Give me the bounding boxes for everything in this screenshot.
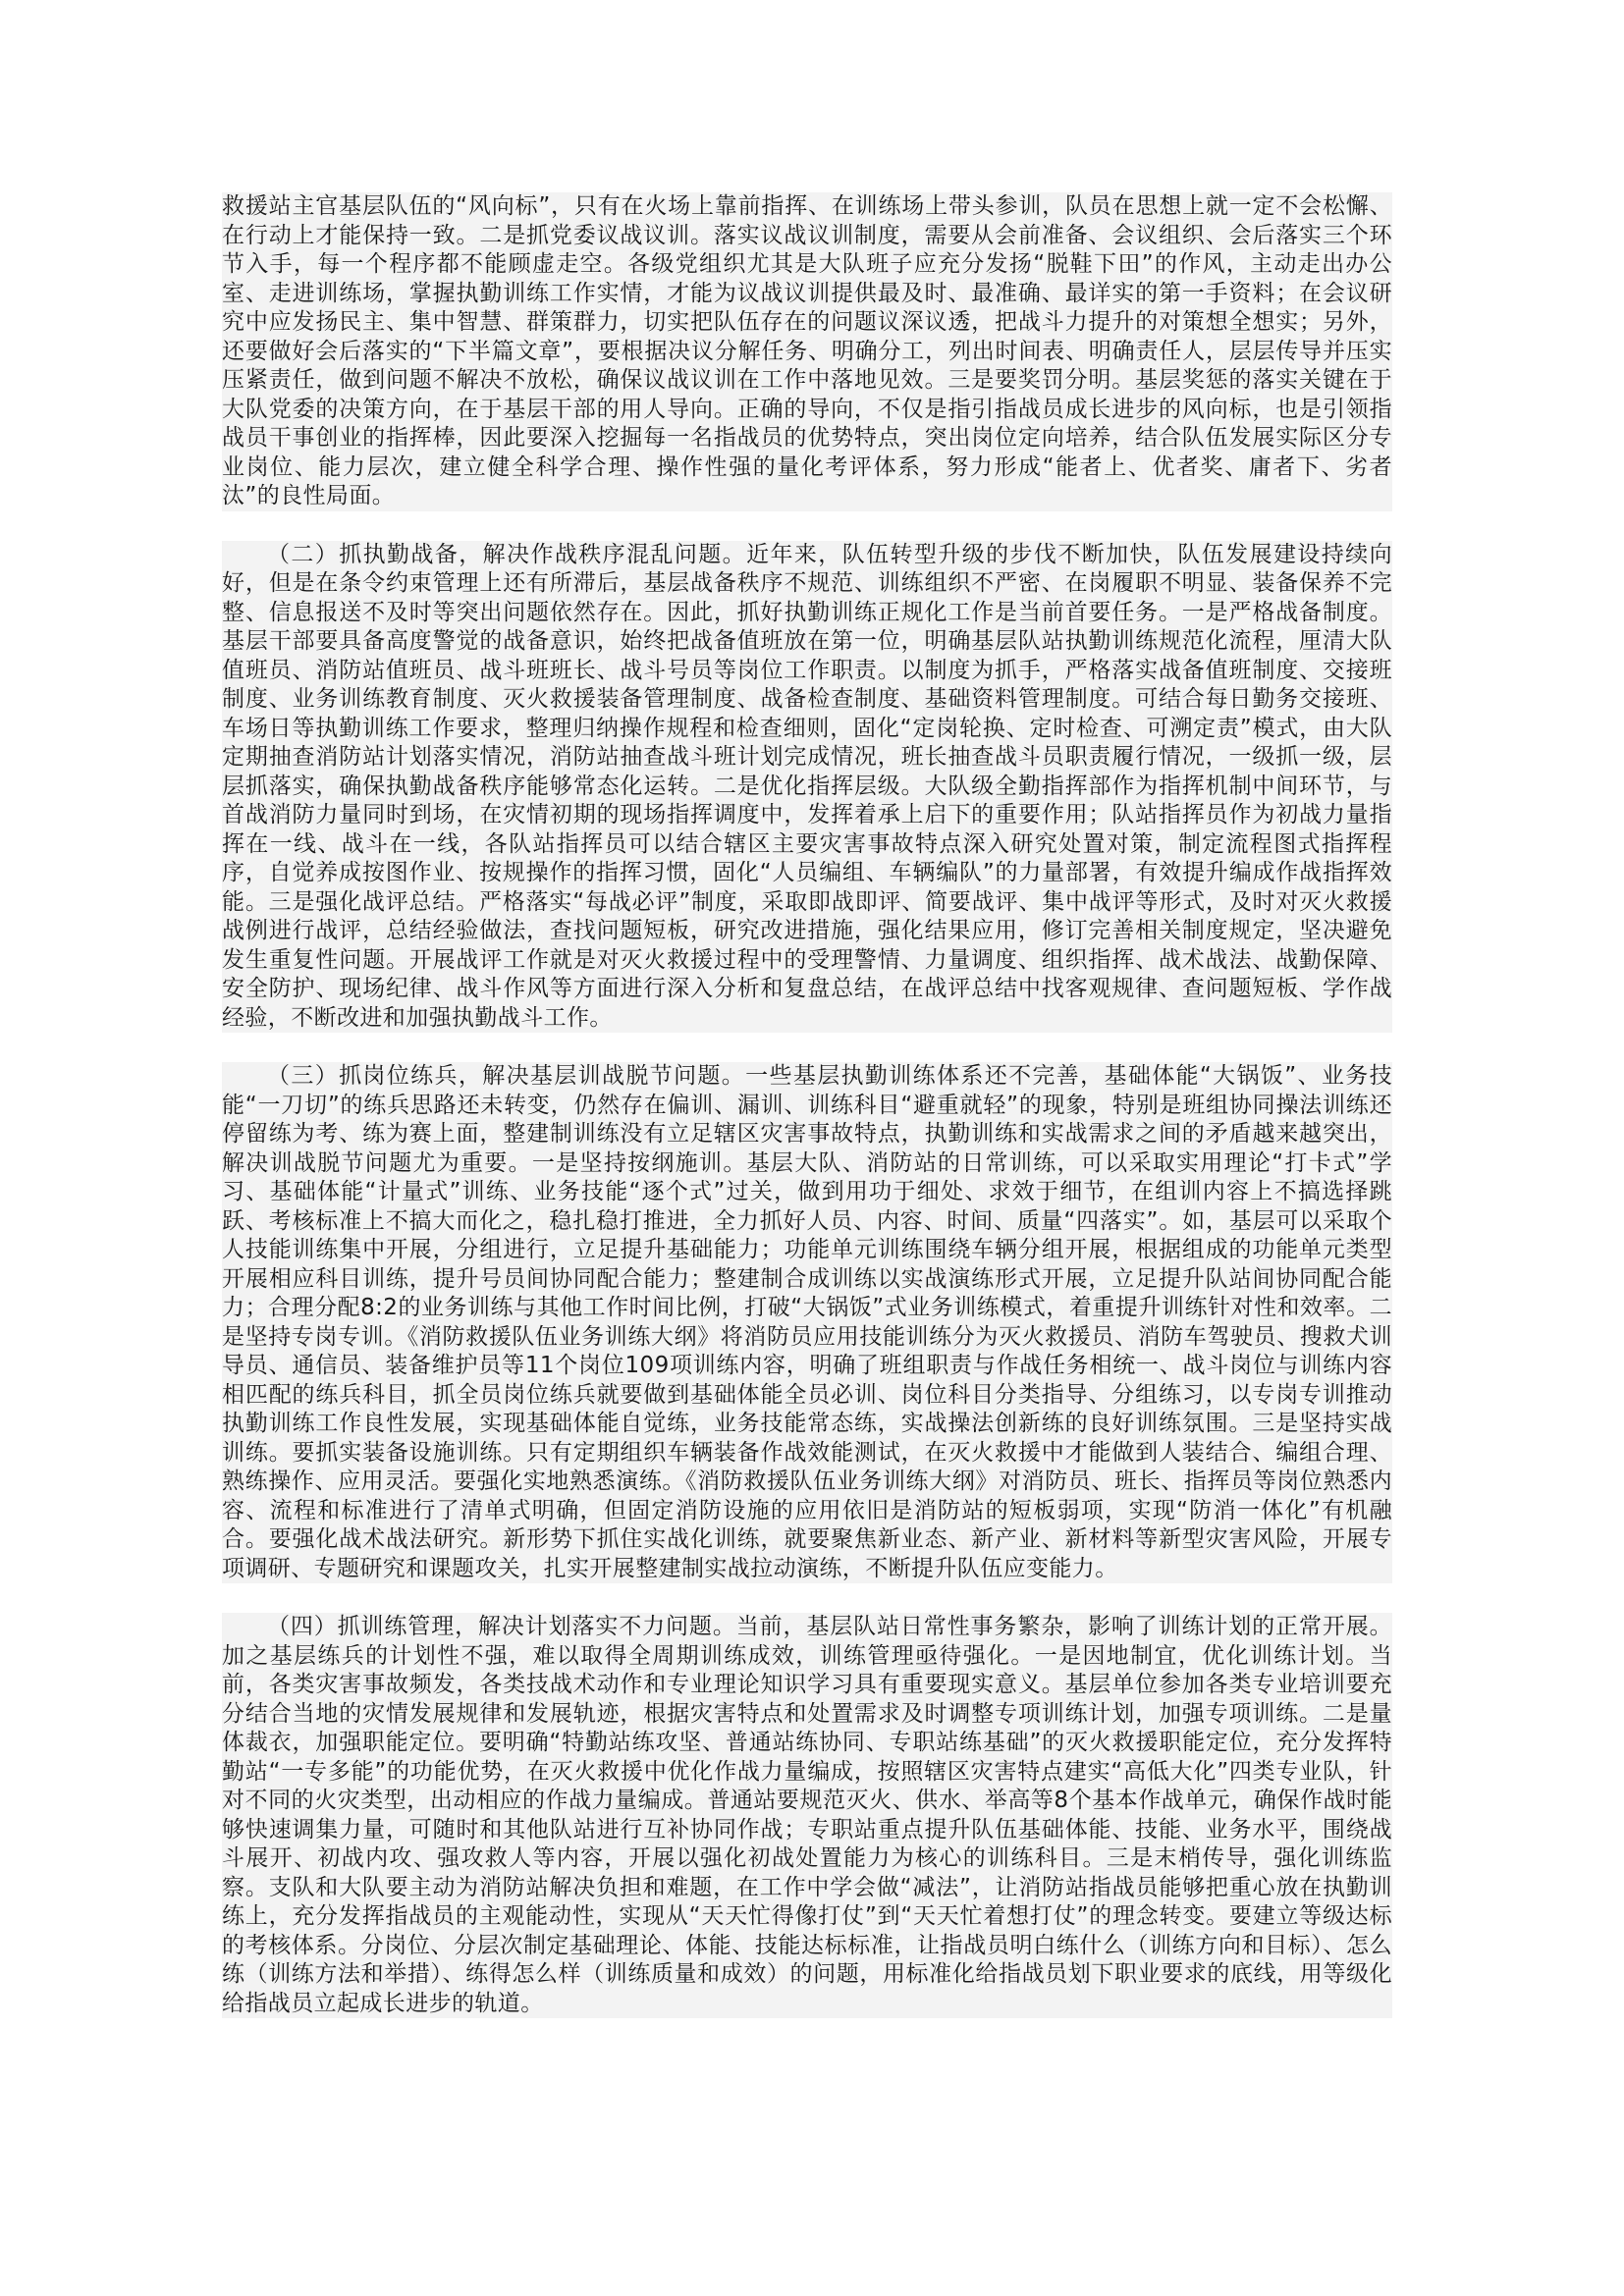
paragraph-spacer xyxy=(222,1033,1392,1062)
document-body xyxy=(222,192,1392,2018)
paragraph-4-training-management: （四）抓训练管理，解决计划落实不力问题。当前，基层队站日常性事务繁杂，影响了训练计划的正常开展。加之基层练兵的计划性不强，难以取得全周期训练成效，训练管理亟待强化。一是因地制宜，优化训练计划。当前，各类灾害事故频发，各类技战术动作和专业理论知识学习具有重要现实意义。基层单位参加各类专业培训要充分结合当地的灾情发展规律和发展轨迹，根据灾害特点和处置需求及时调整专项训练计划，加强专项训练。二是量体裁衣，加强职能定位。要明确“特勤站练攻坚、普通站练协同、专职站练基础”的灭火救援职能定位，充分发挥特勤站“一专多能”的功能优势，在灭火救援中优化作战力量编成，按照辖区灾害特点建实“高低大化”四类专业队，针对不同的火灾类型，出动相应的作战力量编成。普通站要规范灭火、供水、举高等8个基本作战单元，确保作战时能够快速调集力量，可随时和其他队站进行互补协同作战；专职站重点提升队伍基础体能、技能、业务水平，围绕战斗展开、初战内攻、强攻救人等内容，开展以强化初战处置能力为核心的训练科目。三是末梢传导，强化训练监察。支队和大队要主动为消防站解决负担和难题，在工作中学会做“减法”，让消防站指战员能够把重心放在执勤训练上，充分发挥指战员的主观能动性，实现从“天天忙得像打仗”到“天天忙着想打仗”的理念转变。要建立等级达标的考核体系。分岗位、分层次制定基础理论、体能、技能达标标准，让指战员明白练什么（训练方向和目标）、怎么练（训练方法和举措）、练得怎么样（训练质量和成效）的问题，用标准化给指战员划下职业要求的底线，用等级化给指战员立起成长进步的轨道。 xyxy=(222,1614,1392,2016)
paragraph-spacer xyxy=(222,511,1392,541)
paragraph-spacer xyxy=(222,1583,1392,1613)
paragraph-2-combat-readiness: （二）抓执勤战备，解决作战秩序混乱问题。近年来，队伍转型升级的步伐不断加快，队伍发展建设持续向好，但是在条令约束管理上还有所滞后，基层战备秩序不规范、训练组织不严密、在岗履职不明显、装备保养不完整、信息报送不及时等突出问题依然存在。因此，抓好执勤训练正规化工作是当前首要任务。一是严格战备制度。基层干部要具备高度警觉的战备意识，始终把战备值班放在第一位，明确基层队站执勤训练规范化流程，厘清大队值班员、消防站值班员、战斗班班长、战斗号员等岗位工作职责。以制度为抓手，严格落实战备值班制度、交接班制度、业务训练教育制度、灭火救援装备管理制度、战备检查制度、基础资料管理制度。可结合每日勤务交接班、车场日等执勤训练工作要求，整理归纳操作规程和检查细则，固化“定岗轮换、定时检查、可溯定责”模式，由大队定期抽查消防站计划落实情况，消防站抽查战斗班计划完成情况，班长抽查战斗员职责履行情况，一级抓一级，层层抓落实，确保执勤战备秩序能够常态化运转。二是优化指挥层级。大队级全勤指挥部作为指挥机制中间环节，与首战消防力量同时到场，在灾情初期的现场指挥调度中，发挥着承上启下的重要作用；队站指挥员作为初战力量指挥在一线、战斗在一线，各队站指挥员可以结合辖区主要灾害事故特点深入研究处置对策，制定流程图式指挥程序，自觉养成按图作业、按规操作的指挥习惯，固化“人员编组、车辆编队”的力量部署，有效提升编成作战指挥效能。三是强化战评总结。严格落实“每战必评”制度，采取即战即评、简要战评、集中战评等形式，及时对灭火救援战例进行战评，总结经验做法，查找问题短板，研究改进措施，强化结果应用，修订完善相关制度规定，坚决避免发生重复性问题。开展战评工作就是对灭火救援过程中的受理警情、力量调度、组织指挥、战术战法、战勤保障、安全防护、现场纪律、战斗作风等方面进行深入分析和复盘总结，在战评总结中找客观规律、查问题短板、学作战经验，不断改进和加强执勤战斗工作。 xyxy=(222,541,1392,1031)
paragraph-1: 救援站主官基层队伍的“风向标”，只有在火场上靠前指挥、在训练场上带头参训，队员在思想上就一定不会松懈、在行动上才能保持一致。二是抓党委议战议训。落实议战议训制度，需要从会前准备、会议组织、会后落实三个环节入手，每一个程序都不能顾虚走空。各级党组织尤其是大队班子应充分发扬“脱鞋下田”的作风，主动走出办公室、走进训练场，掌握执勤训练工作实情，才能为议战议训提供最及时、最准确、最详实的第一手资料；在会议研究中应发扬民主、集中智慧、群策群力，切实把队伍存在的问题议深议透，把战斗力提升的对策想全想实；另外，还要做好会后落实的“下半篇文章”，要根据决议分解任务、明确分工，列出时间表、明确责任人，层层传导并压实压紧责任，做到问题不解决不放松，确保议战议训在工作中落地见效。三是要奖罚分明。基层奖惩的落实关键在于大队党委的决策方向，在于基层干部的用人导向。正确的导向，不仅是指引指战员成长进步的风向标，也是引领指战员干事创业的指挥棒，因此要深入挖掘每一名指战员的优势特点，突出岗位定向培养，结合队伍发展实际区分专业岗位、能力层次，建立健全科学合理、操作性强的量化考评体系，努力形成“能者上、优者奖、庸者下、劣者汰”的良性局面。 xyxy=(222,193,1392,508)
paragraph-3-post-training: （三）抓岗位练兵，解决基层训战脱节问题。一些基层执勤训练体系还不完善，基础体能“大锅饭”、业务技能“一刀切”的练兵思路还未转变，仍然存在偏训、漏训、训练科目“避重就轻”的现象，特别是班组协同操法训练还停留练为考、练为赛上面，整建制训练没有立足辖区灾害事故特点，执勤训练和实战需求之间的矛盾越来越突出，解决训战脱节问题尤为重要。一是坚持按纲施训。基层大队、消防站的日常训练，可以采取实用理论“打卡式”学习、基础体能“计量式”训练、业务技能“逐个式”过关，做到用功于细处、求效于细节，在组训内容上不搞选择跳跃、考核标准上不搞大而化之，稳扎稳打推进，全力抓好人员、内容、时间、质量“四落实”。如，基层可以采取个人技能训练集中开展，分组进行，立足提升基础能力；功能单元训练围绕车辆分组开展，根据组成的功能单元类型开展相应科目训练，提升号员间协同配合能力；整建制合成训练以实战演练形式开展，立足提升队站间协同配合能力；合理分配8:2的业务训练与其他工作时间比例，打破“大锅饭”式业务训练模式，着重提升训练针对性和效率。二是坚持专岗专训。《消防救援队伍业务训练大纲》将消防员应用技能训练分为灭火救援员、消防车驾驶员、搜救犬训导员、通信员、装备维护员等11个岗位109项训练内容，明确了班组职责与作战任务相统一、战斗岗位与训练内容相匹配的练兵科目，抓全员岗位练兵就要做到基础体能全员必训、岗位科目分类指导、分组练习，以专岗专训推动执勤训练工作良性发展，实现基础体能自觉练，业务技能常态练，实战操法创新练的良好训练氛围。三是坚持实战训练。要抓实装备设施训练。只有定期组织车辆装备作战效能测试，在灭火救援中才能做到人装结合、编组合理、熟练操作、应用灵活。要强化实地熟悉演练。《消防救援队伍业务训练大纲》对消防员、班长、指挥员等岗位熟悉内容、流程和标准进行了清单式明确，但固定消防设施的应用依旧是消防站的短板弱项，实现“防消一体化”有机融合。要强化战术战法研究。新形势下抓住实战化训练，就要聚焦新业态、新产业、新材料等新型灾害风险，开展专项调研、专题研究和课题攻关，扎实开展整建制实战拉动演练，不断提升队伍应变能力。 xyxy=(222,1063,1392,1581)
